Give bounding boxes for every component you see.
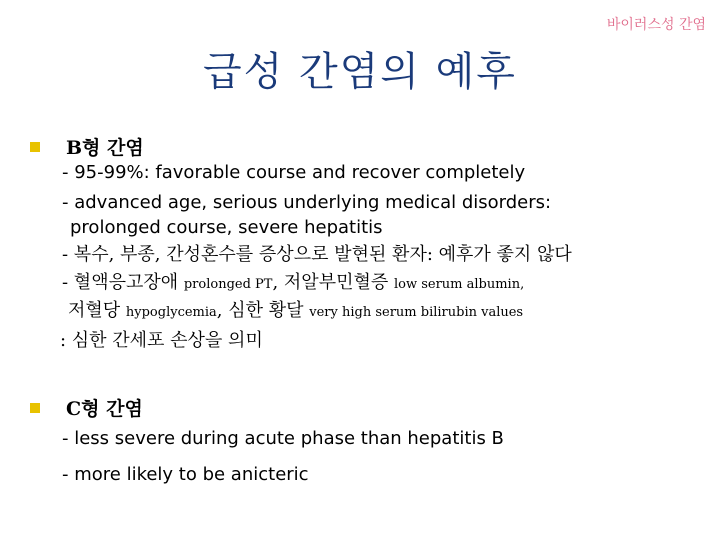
line6-english-1: hypoglycemia — [125, 305, 217, 320]
section-b-line-5 — [62, 272, 524, 296]
line5-korean-1: - 혈액응고장애 — [62, 272, 184, 293]
section-b-line-3: prolonged course, severe hepatitis — [70, 217, 383, 238]
section-b-line-4: - 복수, 부종, 간성혼수를 증상으로 발현된 환자: 예후가 좋지 않다 — [62, 244, 572, 265]
header-tag: 바이러스성 간염 — [606, 17, 706, 33]
line6-english-2: very high serum bilirubin values — [309, 305, 524, 320]
section-c-heading-row — [30, 394, 143, 421]
page-title: 급성 간염의 예후 — [203, 49, 517, 95]
section-c-heading: C형 간염 — [66, 398, 143, 420]
section-b-line-1: - 95-99%: favorable course and recover completely — [62, 162, 526, 183]
section-c-line-1: - less severe during acute phase than hepatitis B — [62, 428, 504, 449]
section-b-line-6 — [68, 300, 523, 324]
bullet-square-icon — [30, 142, 40, 152]
line5-english-2: low serum albumin, — [393, 277, 525, 292]
line5-english-1: prolonged PT — [183, 277, 273, 292]
bullet-square-icon — [30, 403, 40, 413]
line5-korean-2: , 저알부민혈증 — [272, 272, 394, 293]
section-b-line-7: : 심한 간세포 손상을 의미 — [60, 330, 263, 351]
section-c-line-2: - more likely to be anicteric — [62, 464, 309, 485]
line6-korean-2: , 심한 황달 — [216, 300, 310, 321]
section-b-line-2: - advanced age, serious underlying medical disorders: — [62, 192, 552, 213]
section-b-heading: B형 간염 — [66, 137, 144, 159]
section-b-heading-row — [30, 133, 144, 160]
line6-korean-1: 저혈당 — [68, 300, 126, 321]
